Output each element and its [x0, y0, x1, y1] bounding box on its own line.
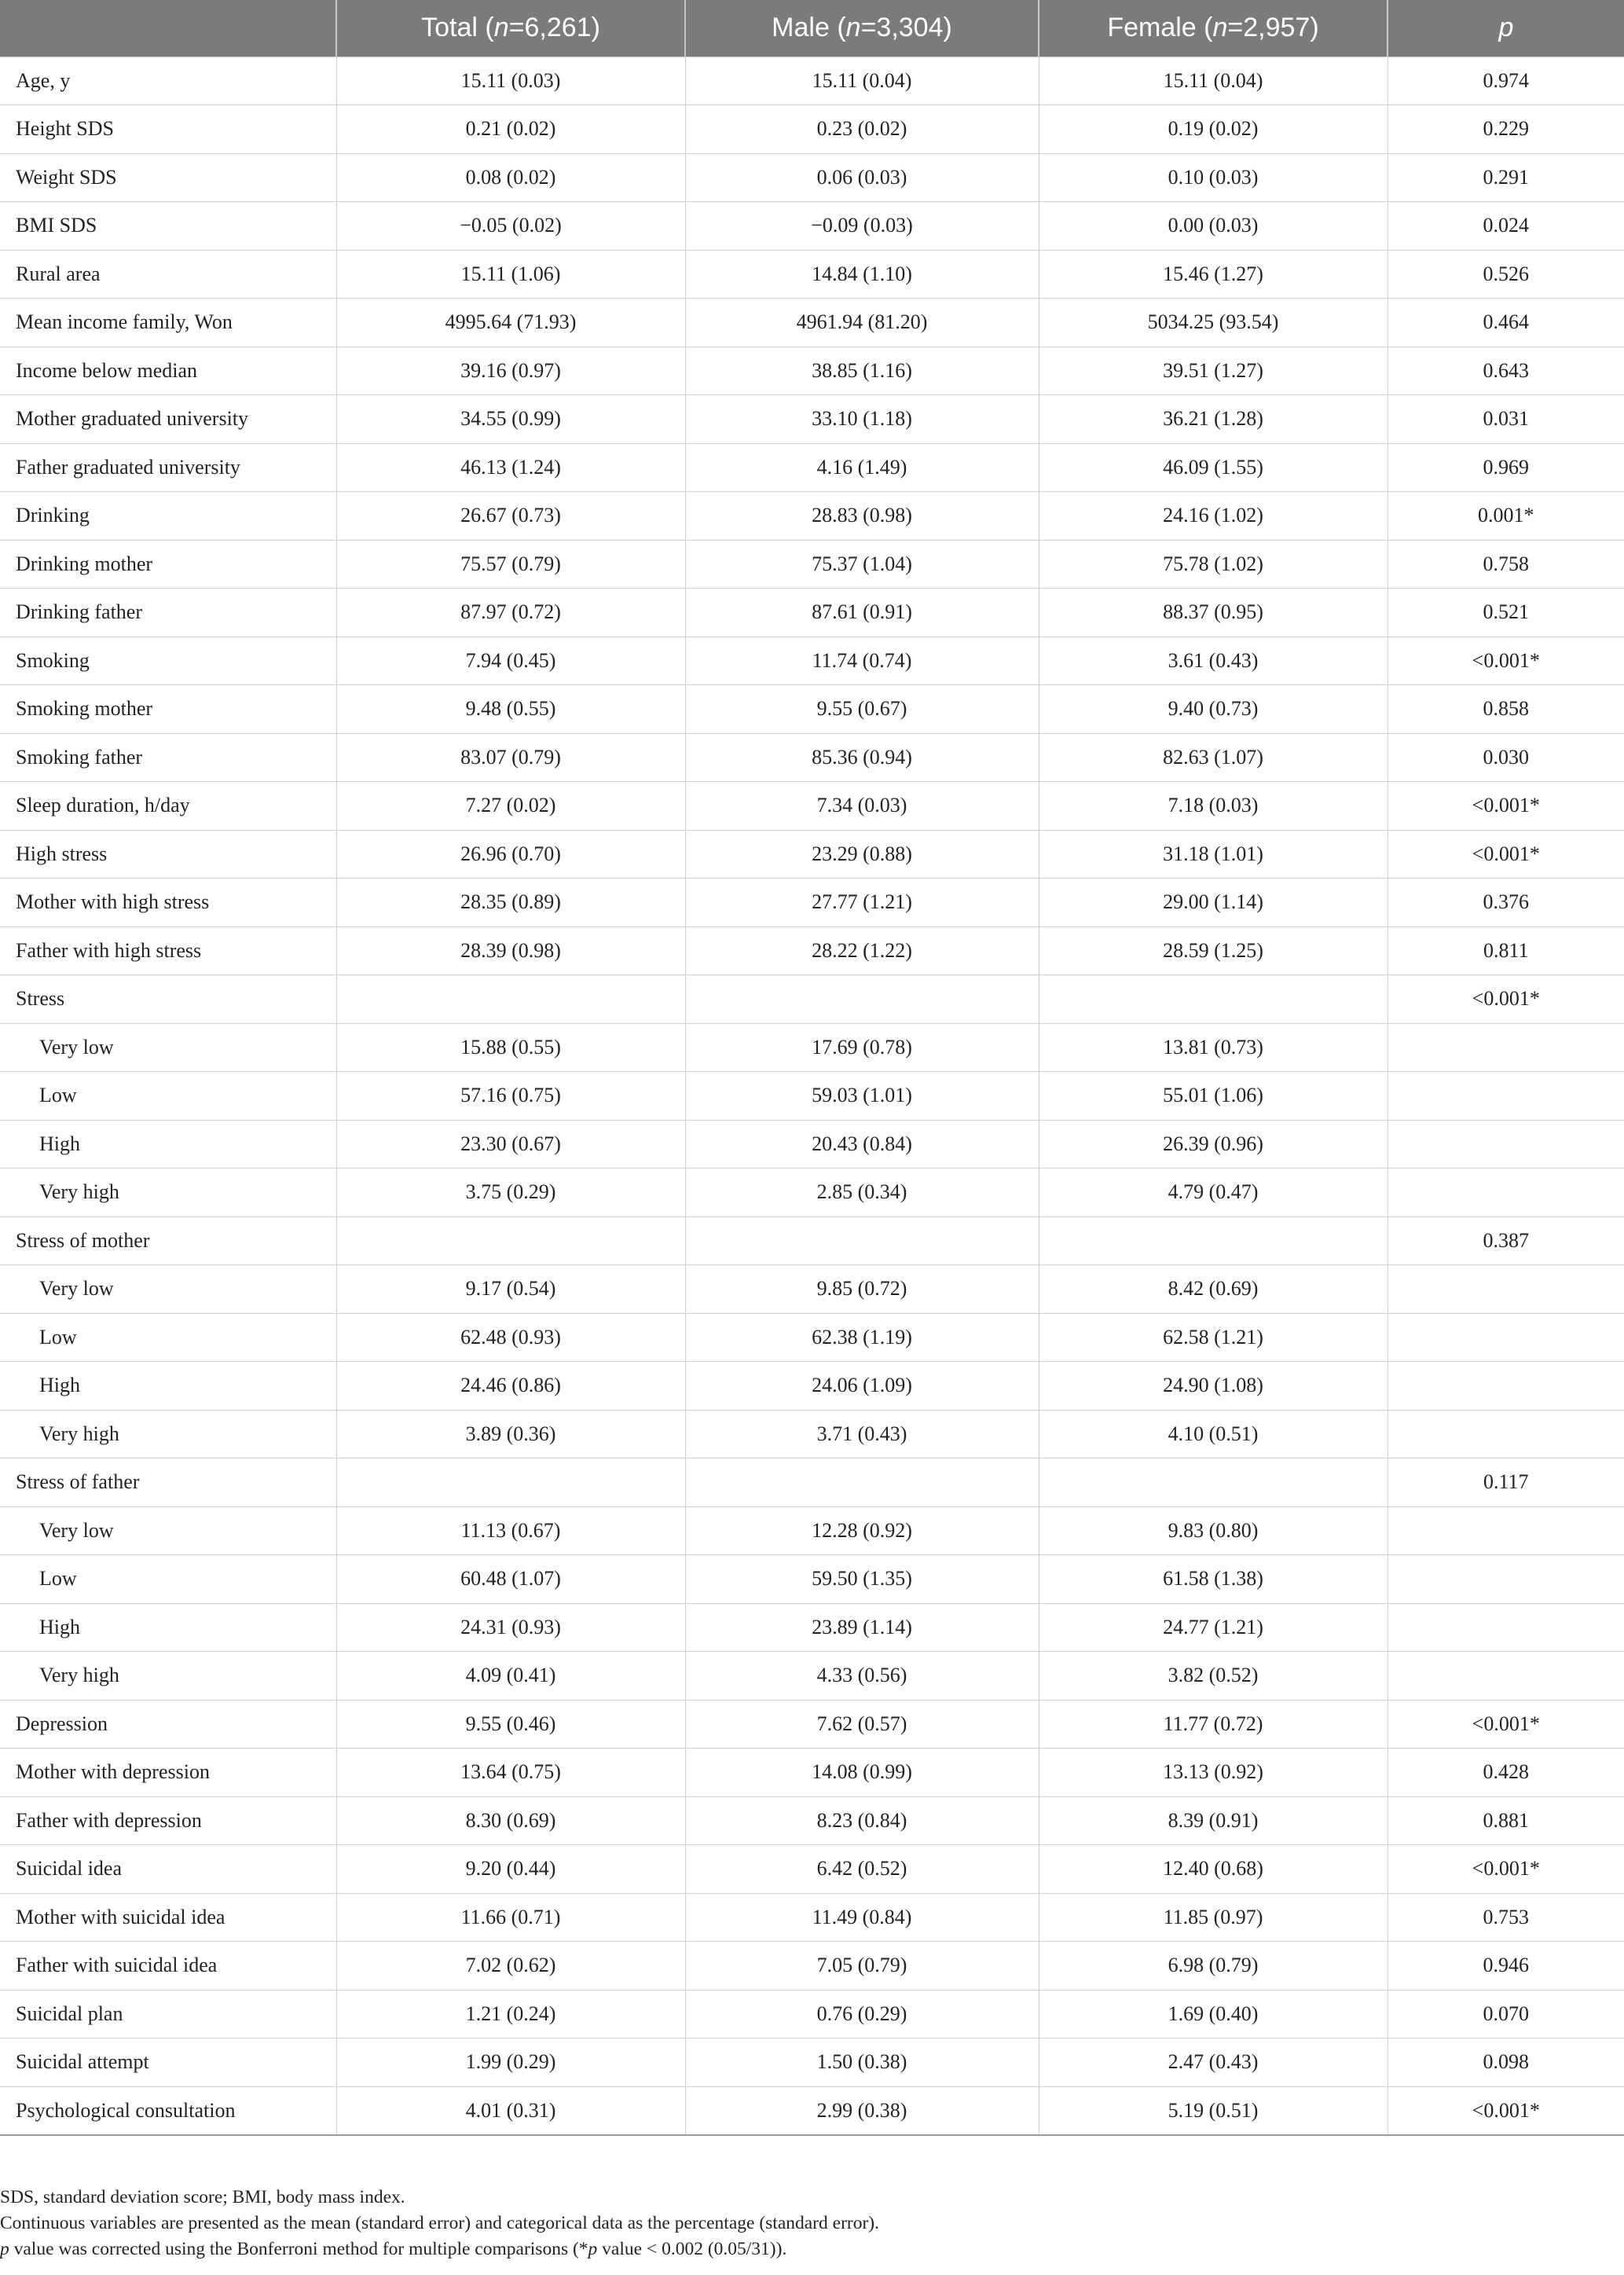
footnote-p-symbol-2: p [588, 2239, 598, 2259]
row-label: Stress of mother [0, 1216, 336, 1265]
cell-total: 11.13 (0.67) [336, 1506, 685, 1555]
cell-male: 9.85 (0.72) [685, 1265, 1039, 1314]
table-row [0, 1362, 1624, 1411]
cell-female: 3.61 (0.43) [1039, 637, 1388, 685]
table-row [0, 1313, 1624, 1362]
cell-p: 0.428 [1388, 1748, 1624, 1797]
cell-female: 0.10 (0.03) [1039, 153, 1388, 202]
cell-male: 33.10 (1.18) [685, 395, 1039, 444]
table-row [0, 927, 1624, 975]
cell-total: 7.02 (0.62) [336, 1942, 685, 1991]
header-female [1039, 0, 1388, 57]
cell-female: 2.47 (0.43) [1039, 2038, 1388, 2087]
row-label: Suicidal attempt [0, 2038, 336, 2087]
cell-p: <0.001* [1388, 1700, 1624, 1748]
cell-female: 12.40 (0.68) [1039, 1845, 1388, 1894]
cell-p [1388, 1603, 1624, 1652]
cell-female: 8.42 (0.69) [1039, 1265, 1388, 1314]
cell-p: <0.001* [1388, 975, 1624, 1024]
table-row [0, 1120, 1624, 1169]
cell-total: 75.57 (0.79) [336, 540, 685, 589]
cell-p: 0.376 [1388, 879, 1624, 927]
cell-total: 24.46 (0.86) [336, 1362, 685, 1411]
row-label: Smoking [0, 637, 336, 685]
table-row [0, 1845, 1624, 1894]
cell-male: 28.83 (0.98) [685, 492, 1039, 541]
cell-total: 60.48 (1.07) [336, 1555, 685, 1604]
cell-p: 0.969 [1388, 443, 1624, 492]
cell-p [1388, 1169, 1624, 1217]
cell-total: 28.35 (0.89) [336, 879, 685, 927]
table-row [0, 879, 1624, 927]
table-row [0, 57, 1624, 105]
cell-female: 9.40 (0.73) [1039, 685, 1388, 734]
cell-male: 14.08 (0.99) [685, 1748, 1039, 1797]
table-body [0, 57, 1624, 2135]
cell-total: 15.88 (0.55) [336, 1023, 685, 1072]
cell-p: <0.001* [1388, 1845, 1624, 1894]
cell-male: 11.49 (0.84) [685, 1893, 1039, 1942]
header-total-count: =6,261) [508, 13, 600, 43]
row-label: Very low [0, 1023, 336, 1072]
row-label: Very low [0, 1506, 336, 1555]
row-label: Sleep duration, h/day [0, 782, 336, 831]
footnote-continuous: Continuous variables are presented as the mean (standard error) and categorical data as the percentage (standard error). [0, 2213, 879, 2233]
cell-male [685, 1459, 1039, 1507]
cell-female: 8.39 (0.91) [1039, 1796, 1388, 1845]
cell-p [1388, 1023, 1624, 1072]
cell-total: 11.66 (0.71) [336, 1893, 685, 1942]
cell-p [1388, 1410, 1624, 1459]
cell-male: 7.05 (0.79) [685, 1942, 1039, 1991]
table-row [0, 443, 1624, 492]
cell-male: 38.85 (1.16) [685, 347, 1039, 395]
cell-female: 9.83 (0.80) [1039, 1506, 1388, 1555]
cell-total: 13.64 (0.75) [336, 1748, 685, 1797]
cell-total: 57.16 (0.75) [336, 1072, 685, 1121]
cell-female [1039, 975, 1388, 1024]
cell-total: 8.30 (0.69) [336, 1796, 685, 1845]
table-row [0, 2086, 1624, 2135]
row-label: Very high [0, 1410, 336, 1459]
cell-female [1039, 1459, 1388, 1507]
cell-male: 9.55 (0.67) [685, 685, 1039, 734]
table-row [0, 685, 1624, 734]
cell-male: 87.61 (0.91) [685, 589, 1039, 637]
table-row [0, 1169, 1624, 1217]
cell-female: 7.18 (0.03) [1039, 782, 1388, 831]
row-label: Mother with depression [0, 1748, 336, 1797]
table-row [0, 250, 1624, 299]
cell-male: 1.50 (0.38) [685, 2038, 1039, 2087]
table-row [0, 1265, 1624, 1314]
row-label: Psychological consultation [0, 2086, 336, 2135]
cell-male: 59.03 (1.01) [685, 1072, 1039, 1121]
table-row [0, 1072, 1624, 1121]
cell-female: 55.01 (1.06) [1039, 1072, 1388, 1121]
row-label: Smoking mother [0, 685, 336, 734]
row-label: Smoking father [0, 733, 336, 782]
cell-total: −0.05 (0.02) [336, 202, 685, 251]
cell-female: 6.98 (0.79) [1039, 1942, 1388, 1991]
cell-male: 85.36 (0.94) [685, 733, 1039, 782]
row-label: BMI SDS [0, 202, 336, 251]
cell-p [1388, 1120, 1624, 1169]
cell-male: 14.84 (1.10) [685, 250, 1039, 299]
table-row [0, 202, 1624, 251]
cell-p: 0.811 [1388, 927, 1624, 975]
cell-female: 29.00 (1.14) [1039, 879, 1388, 927]
table-row [0, 1023, 1624, 1072]
footnote-correction-text: value was corrected using the Bonferroni method for multiple comparisons (* [13, 2239, 588, 2259]
cell-p: 0.098 [1388, 2038, 1624, 2087]
row-label: Suicidal plan [0, 1990, 336, 2038]
table-row [0, 1942, 1624, 1991]
row-label: Very high [0, 1652, 336, 1701]
cell-p: 0.946 [1388, 1942, 1624, 1991]
row-label: Income below median [0, 347, 336, 395]
cell-p [1388, 1555, 1624, 1604]
cell-female: 28.59 (1.25) [1039, 927, 1388, 975]
cell-total: 26.67 (0.73) [336, 492, 685, 541]
cell-p [1388, 1265, 1624, 1314]
table-row [0, 830, 1624, 879]
header-male-count: =3,304) [860, 13, 952, 43]
cell-male: 75.37 (1.04) [685, 540, 1039, 589]
cell-p: 0.117 [1388, 1459, 1624, 1507]
cell-male: −0.09 (0.03) [685, 202, 1039, 251]
header-female-count: =2,957) [1227, 13, 1319, 43]
row-label: Low [0, 1555, 336, 1604]
cell-total: 0.08 (0.02) [336, 153, 685, 202]
table-row [0, 1603, 1624, 1652]
header-variable [0, 0, 336, 57]
cell-male: 6.42 (0.52) [685, 1845, 1039, 1894]
cell-male: 27.77 (1.21) [685, 879, 1039, 927]
cell-total: 23.30 (0.67) [336, 1120, 685, 1169]
cell-p: 0.001* [1388, 492, 1624, 541]
row-label: Weight SDS [0, 153, 336, 202]
row-label: Mother with suicidal idea [0, 1893, 336, 1942]
cell-total: 7.27 (0.02) [336, 782, 685, 831]
cell-male: 24.06 (1.09) [685, 1362, 1039, 1411]
row-label: Very high [0, 1169, 336, 1217]
header-p [1388, 0, 1624, 57]
table-row [0, 1990, 1624, 2038]
cell-female: 46.09 (1.55) [1039, 443, 1388, 492]
cell-male: 17.69 (0.78) [685, 1023, 1039, 1072]
cell-p: 0.387 [1388, 1216, 1624, 1265]
cell-total: 15.11 (1.06) [336, 250, 685, 299]
header-total-n: n [493, 13, 509, 43]
cell-male: 4.16 (1.49) [685, 443, 1039, 492]
cell-p: 0.031 [1388, 395, 1624, 444]
cell-p: 0.881 [1388, 1796, 1624, 1845]
cell-p: 0.521 [1388, 589, 1624, 637]
row-label: Drinking father [0, 589, 336, 637]
cell-female: 88.37 (0.95) [1039, 589, 1388, 637]
cell-male: 3.71 (0.43) [685, 1410, 1039, 1459]
row-label: Mean income family, Won [0, 299, 336, 347]
header-total [336, 0, 685, 57]
table-row [0, 1700, 1624, 1748]
cell-male: 7.62 (0.57) [685, 1700, 1039, 1748]
cell-p [1388, 1652, 1624, 1701]
cell-female: 5034.25 (93.54) [1039, 299, 1388, 347]
cell-male: 4.33 (0.56) [685, 1652, 1039, 1701]
footnotes [0, 2185, 1624, 2262]
cell-p: 0.753 [1388, 1893, 1624, 1942]
row-label: Mother with high stress [0, 879, 336, 927]
cell-total: 62.48 (0.93) [336, 1313, 685, 1362]
row-label: Drinking [0, 492, 336, 541]
cell-p: 0.024 [1388, 202, 1624, 251]
table-row [0, 395, 1624, 444]
cell-female: 4.10 (0.51) [1039, 1410, 1388, 1459]
cell-male: 23.29 (0.88) [685, 830, 1039, 879]
footnote-threshold: value < 0.002 (0.05/31)). [597, 2239, 787, 2259]
table-row [0, 1893, 1624, 1942]
cell-male: 11.74 (0.74) [685, 637, 1039, 685]
cell-female: 0.19 (0.02) [1039, 105, 1388, 154]
table-row [0, 1652, 1624, 1701]
cell-male: 8.23 (0.84) [685, 1796, 1039, 1845]
cell-male: 28.22 (1.22) [685, 927, 1039, 975]
cell-p [1388, 1313, 1624, 1362]
row-label: Father with high stress [0, 927, 336, 975]
row-label: Low [0, 1313, 336, 1362]
table-row [0, 299, 1624, 347]
cell-total: 46.13 (1.24) [336, 443, 685, 492]
cell-p: <0.001* [1388, 2086, 1624, 2135]
table-row [0, 1459, 1624, 1507]
cell-p: <0.001* [1388, 782, 1624, 831]
cell-p: 0.464 [1388, 299, 1624, 347]
cell-female [1039, 1216, 1388, 1265]
cell-female: 31.18 (1.01) [1039, 830, 1388, 879]
table-row [0, 492, 1624, 541]
cell-total: 4995.64 (71.93) [336, 299, 685, 347]
header-female-prefix: Female ( [1107, 13, 1213, 43]
cell-male: 0.76 (0.29) [685, 1990, 1039, 2038]
cell-p: <0.001* [1388, 830, 1624, 879]
cell-p: 0.526 [1388, 250, 1624, 299]
cell-p: 0.030 [1388, 733, 1624, 782]
cell-female: 3.82 (0.52) [1039, 1652, 1388, 1701]
cell-total [336, 1216, 685, 1265]
table-row [0, 589, 1624, 637]
cell-female: 26.39 (0.96) [1039, 1120, 1388, 1169]
table-header-row [0, 0, 1624, 57]
row-label: Age, y [0, 57, 336, 105]
cell-male: 20.43 (0.84) [685, 1120, 1039, 1169]
cell-male [685, 1216, 1039, 1265]
cell-female: 24.90 (1.08) [1039, 1362, 1388, 1411]
cell-female: 0.00 (0.03) [1039, 202, 1388, 251]
cell-male: 15.11 (0.04) [685, 57, 1039, 105]
cell-male: 12.28 (0.92) [685, 1506, 1039, 1555]
cell-p: 0.070 [1388, 1990, 1624, 2038]
cell-p: 0.229 [1388, 105, 1624, 154]
cell-female: 82.63 (1.07) [1039, 733, 1388, 782]
cell-total: 4.09 (0.41) [336, 1652, 685, 1701]
cell-total: 9.55 (0.46) [336, 1700, 685, 1748]
cell-female: 11.77 (0.72) [1039, 1700, 1388, 1748]
cell-p: 0.291 [1388, 153, 1624, 202]
header-p-label: p [1498, 13, 1514, 43]
table-row [0, 540, 1624, 589]
cell-female: 61.58 (1.38) [1039, 1555, 1388, 1604]
row-label: High [0, 1120, 336, 1169]
cell-female: 62.58 (1.21) [1039, 1313, 1388, 1362]
cell-p: 0.643 [1388, 347, 1624, 395]
table-row [0, 782, 1624, 831]
cell-male: 23.89 (1.14) [685, 1603, 1039, 1652]
cell-male: 0.23 (0.02) [685, 105, 1039, 154]
cell-female: 4.79 (0.47) [1039, 1169, 1388, 1217]
cell-total: 28.39 (0.98) [336, 927, 685, 975]
cell-total [336, 1459, 685, 1507]
cell-total [336, 975, 685, 1024]
row-label: Father with suicidal idea [0, 1942, 336, 1991]
header-male-prefix: Male ( [772, 13, 846, 43]
cell-female: 13.81 (0.73) [1039, 1023, 1388, 1072]
row-label: Stress of father [0, 1459, 336, 1507]
cell-female: 15.11 (0.04) [1039, 57, 1388, 105]
cell-female: 11.85 (0.97) [1039, 1893, 1388, 1942]
table-row [0, 733, 1624, 782]
footnote-correction [0, 2236, 1624, 2262]
row-label: Height SDS [0, 105, 336, 154]
table-row [0, 1506, 1624, 1555]
row-label: Very low [0, 1265, 336, 1314]
row-label: Low [0, 1072, 336, 1121]
row-label: Mother graduated university [0, 395, 336, 444]
table-row [0, 1748, 1624, 1797]
cell-female: 1.69 (0.40) [1039, 1990, 1388, 2038]
table-row [0, 1216, 1624, 1265]
cell-p: 0.974 [1388, 57, 1624, 105]
cell-male: 0.06 (0.03) [685, 153, 1039, 202]
table-row [0, 1796, 1624, 1845]
cell-total: 87.97 (0.72) [336, 589, 685, 637]
cell-male: 4961.94 (81.20) [685, 299, 1039, 347]
cell-p [1388, 1362, 1624, 1411]
table-row [0, 2038, 1624, 2087]
row-label: Father graduated university [0, 443, 336, 492]
cell-total: 9.20 (0.44) [336, 1845, 685, 1894]
header-male [685, 0, 1039, 57]
cell-total: 15.11 (0.03) [336, 57, 685, 105]
table-row [0, 975, 1624, 1024]
cell-female: 36.21 (1.28) [1039, 395, 1388, 444]
footnote-abbreviations: SDS, standard deviation score; BMI, body mass index. [0, 2187, 405, 2207]
cell-p: <0.001* [1388, 637, 1624, 685]
table-row [0, 153, 1624, 202]
header-female-n: n [1212, 13, 1228, 43]
table-row [0, 1410, 1624, 1459]
cell-male: 7.34 (0.03) [685, 782, 1039, 831]
cell-total: 39.16 (0.97) [336, 347, 685, 395]
header-total-prefix: Total ( [421, 13, 494, 43]
cell-female: 5.19 (0.51) [1039, 2086, 1388, 2135]
cell-male: 62.38 (1.19) [685, 1313, 1039, 1362]
cell-total: 34.55 (0.99) [336, 395, 685, 444]
row-label: Stress [0, 975, 336, 1024]
cell-total: 0.21 (0.02) [336, 105, 685, 154]
row-label: High [0, 1603, 336, 1652]
cell-p: 0.758 [1388, 540, 1624, 589]
table-row [0, 637, 1624, 685]
cell-female: 24.77 (1.21) [1039, 1603, 1388, 1652]
cell-male: 2.85 (0.34) [685, 1169, 1039, 1217]
cell-p [1388, 1072, 1624, 1121]
cell-total: 9.17 (0.54) [336, 1265, 685, 1314]
cell-female: 15.46 (1.27) [1039, 250, 1388, 299]
cell-total: 9.48 (0.55) [336, 685, 685, 734]
footnote-p-symbol: p [0, 2239, 9, 2259]
cell-total: 3.89 (0.36) [336, 1410, 685, 1459]
row-label: Father with depression [0, 1796, 336, 1845]
cell-female: 75.78 (1.02) [1039, 540, 1388, 589]
cell-total: 83.07 (0.79) [336, 733, 685, 782]
row-label: High stress [0, 830, 336, 879]
cell-female: 24.16 (1.02) [1039, 492, 1388, 541]
cell-total: 4.01 (0.31) [336, 2086, 685, 2135]
table-row [0, 105, 1624, 154]
header-male-n: n [845, 13, 861, 43]
cell-female: 39.51 (1.27) [1039, 347, 1388, 395]
cell-total: 3.75 (0.29) [336, 1169, 685, 1217]
row-label: High [0, 1362, 336, 1411]
row-label: Depression [0, 1700, 336, 1748]
row-label: Suicidal idea [0, 1845, 336, 1894]
cell-total: 26.96 (0.70) [336, 830, 685, 879]
cell-total: 7.94 (0.45) [336, 637, 685, 685]
row-label: Rural area [0, 250, 336, 299]
cell-total: 24.31 (0.93) [336, 1603, 685, 1652]
cell-p [1388, 1506, 1624, 1555]
cell-total: 1.99 (0.29) [336, 2038, 685, 2087]
table-row [0, 1555, 1624, 1604]
cell-p: 0.858 [1388, 685, 1624, 734]
table-row [0, 347, 1624, 395]
cell-male: 2.99 (0.38) [685, 2086, 1039, 2135]
cell-male [685, 975, 1039, 1024]
cell-female: 13.13 (0.92) [1039, 1748, 1388, 1797]
row-label: Drinking mother [0, 540, 336, 589]
cell-total: 1.21 (0.24) [336, 1990, 685, 2038]
cell-male: 59.50 (1.35) [685, 1555, 1039, 1604]
